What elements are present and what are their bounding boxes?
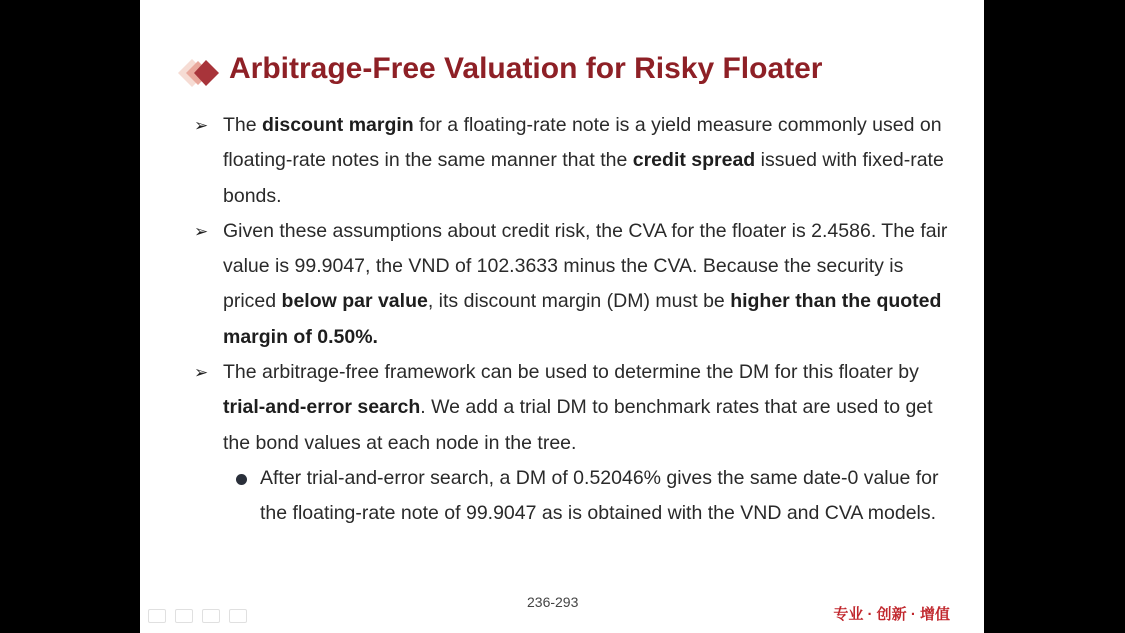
diamond-logo-icon bbox=[162, 53, 224, 93]
bullet-item-cva: ➢ Given these assumptions about credit risk, the CVA for the floater is 2.4586. The fair value is 99.9047, the VND of 102.3633 minus the CVA. Because the security is priced below par value, its discount margin (DM) must be higher than the quoted margin of 0.50%. bbox=[190, 214, 950, 355]
slide-content bbox=[190, 108, 950, 532]
slide bbox=[140, 0, 984, 633]
prev-arrow-icon[interactable] bbox=[148, 609, 166, 623]
arrow-bullet-icon: ➢ bbox=[194, 363, 209, 383]
bullet-item-arbitrage-framework: ➢ The arbitrage-free framework can be used to determine the DM for this floater by trial-and-error search. We add a trial DM to benchmark rates that are used to get the bond values at each node in the tree. bbox=[190, 355, 950, 461]
page-number: 236-293 bbox=[527, 594, 579, 610]
arrow-bullet-icon: ➢ bbox=[194, 221, 209, 241]
bullet-item-discount-margin: ➢ The discount margin for a floating-rate note is a yield measure commonly used on floating-rate notes in the same manner that the credit spread issued with fixed-rate bonds. bbox=[190, 108, 950, 214]
brand-slogan: 专业 · 创新 · 增值 bbox=[833, 606, 950, 623]
pen-icon[interactable] bbox=[175, 609, 193, 623]
dot-bullet-icon bbox=[236, 474, 247, 485]
sub-bullet-item: After trial-and-error search, a DM of 0.52046% gives the same date-0 value for the floating-rate note of 99.9047 as is obtained with the VND and CVA models. bbox=[190, 461, 950, 532]
arrow-bullet-icon: ➢ bbox=[194, 116, 209, 135]
slide-title: Arbitrage-Free Valuation for Risky Floater bbox=[229, 52, 823, 85]
next-arrow-icon[interactable] bbox=[229, 609, 247, 623]
slides-icon[interactable] bbox=[202, 609, 220, 623]
presentation-toolbar bbox=[148, 609, 247, 623]
